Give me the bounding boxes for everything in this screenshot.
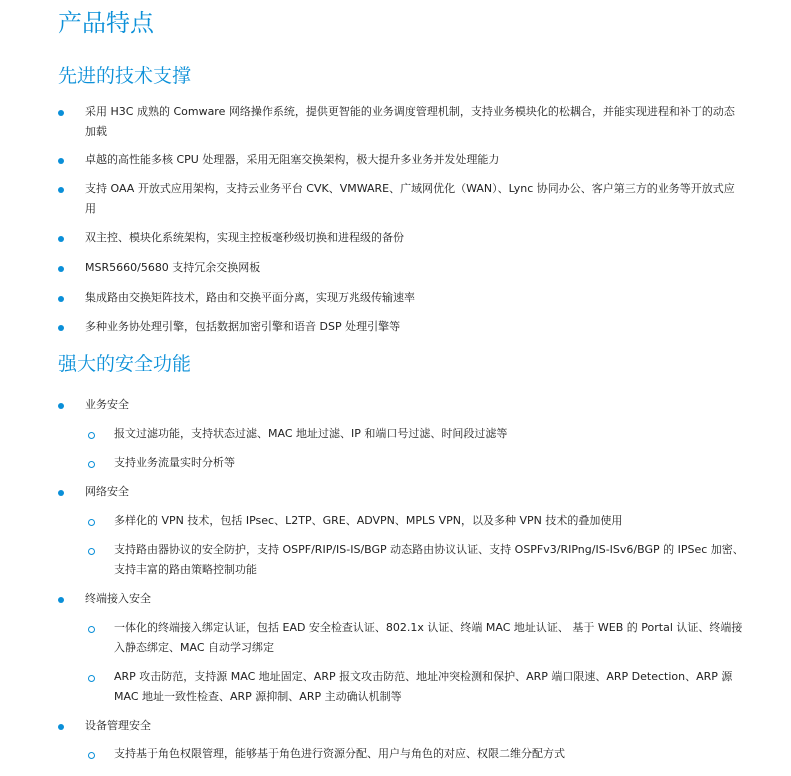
list-item: 多样化的 VPN 技术，包括 IPsec、L2TP、GRE、ADVPN、MPLS VPN，以及多种 VPN 技术的叠加使用 (114, 514, 623, 527)
bullet-ring-icon (88, 548, 95, 555)
bullet-ring-icon (88, 626, 95, 633)
list-item: 卓越的高性能多核 CPU 处理器，采用无阻塞交换架构，极大提升多业务并发处理能力 (85, 153, 500, 166)
bullet-dot-icon (58, 266, 64, 272)
list-item: 支持 OAA 开放式应用架构，支持云业务平台 CVK、VMWARE、广域网优化（WAN）、Lync 协同办公、客户第三方的业务等开放式应用 (85, 182, 735, 215)
list-item: 采用 H3C 成熟的 Comware 网络操作系统，提供更智能的业务调度管理机制，支持业务模块化的松耦合，并能实现进程和补丁的动态加载 (85, 105, 735, 138)
bullet-ring-icon (88, 432, 95, 439)
list-item: 支持业务流量实时分析等 (114, 456, 235, 469)
list-item: 双主控、模块化系统架构，实现主控板毫秒级切换和进程级的备份 (85, 231, 404, 244)
group-label: 网络安全 (85, 485, 129, 498)
bullet-ring-icon (88, 752, 95, 759)
bullet-dot-icon (58, 296, 64, 302)
bullet-dot-icon (58, 236, 64, 242)
list-item: 报文过滤功能，支持状态过滤、MAC 地址过滤、IP 和端口号过滤、时间段过滤等 (114, 427, 508, 440)
group-label: 设备管理安全 (85, 719, 151, 732)
section-title-security: 强大的安全功能 (58, 353, 192, 375)
list-item: 一体化的终端接入绑定认证，包括 EAD 安全检查认证、802.1x 认证、终端 MAC 地址认证、 基于 WEB 的 Portal 认证、终端接入静态绑定、MAC 自动学习绑定 (114, 621, 743, 654)
list-item: ARP 攻击防范，支持源 MAC 地址固定、ARP 报文攻击防范、地址冲突检测和保护、ARP 端口限速、ARP Detection、ARP 源 MAC 地址一致性检查、ARP 源抑制、ARP 主动确认机制等 (114, 670, 733, 703)
bullet-dot-icon (58, 187, 64, 193)
bullet-dot-icon (58, 325, 64, 331)
bullet-dot-icon (58, 403, 64, 409)
group-label: 终端接入安全 (85, 592, 151, 605)
group-label: 业务安全 (85, 398, 129, 411)
bullet-ring-icon (88, 675, 95, 682)
list-item: 集成路由交换矩阵技术，路由和交换平面分离，实现万兆级传输速率 (85, 291, 415, 304)
page-title: 产品特点 (58, 9, 154, 37)
bullet-ring-icon (88, 461, 95, 468)
bullet-dot-icon (58, 724, 64, 730)
bullet-dot-icon (58, 490, 64, 496)
list-item: 支持基于角色权限管理，能够基于角色进行资源分配、用户与角色的对应、权限二维分配方式 (114, 747, 565, 760)
list-item: 支持路由器协议的安全防护，支持 OSPF/RIP/IS-IS/BGP 动态路由协议认证、支持 OSPFv3/RIPng/IS-ISv6/BGP 的 IPSec 加密、 支持丰富的路由策略控制功能 (114, 543, 744, 576)
list-item: 多种业务协处理引擎，包括数据加密引擎和语音 DSP 处理引擎等 (85, 320, 401, 333)
bullet-dot-icon (58, 110, 64, 116)
bullet-dot-icon (58, 597, 64, 603)
section-title-tech: 先进的技术支撑 (58, 65, 192, 87)
list-item: MSR5660/5680 支持冗余交换网板 (85, 261, 261, 274)
bullet-dot-icon (58, 158, 64, 164)
bullet-ring-icon (88, 519, 95, 526)
